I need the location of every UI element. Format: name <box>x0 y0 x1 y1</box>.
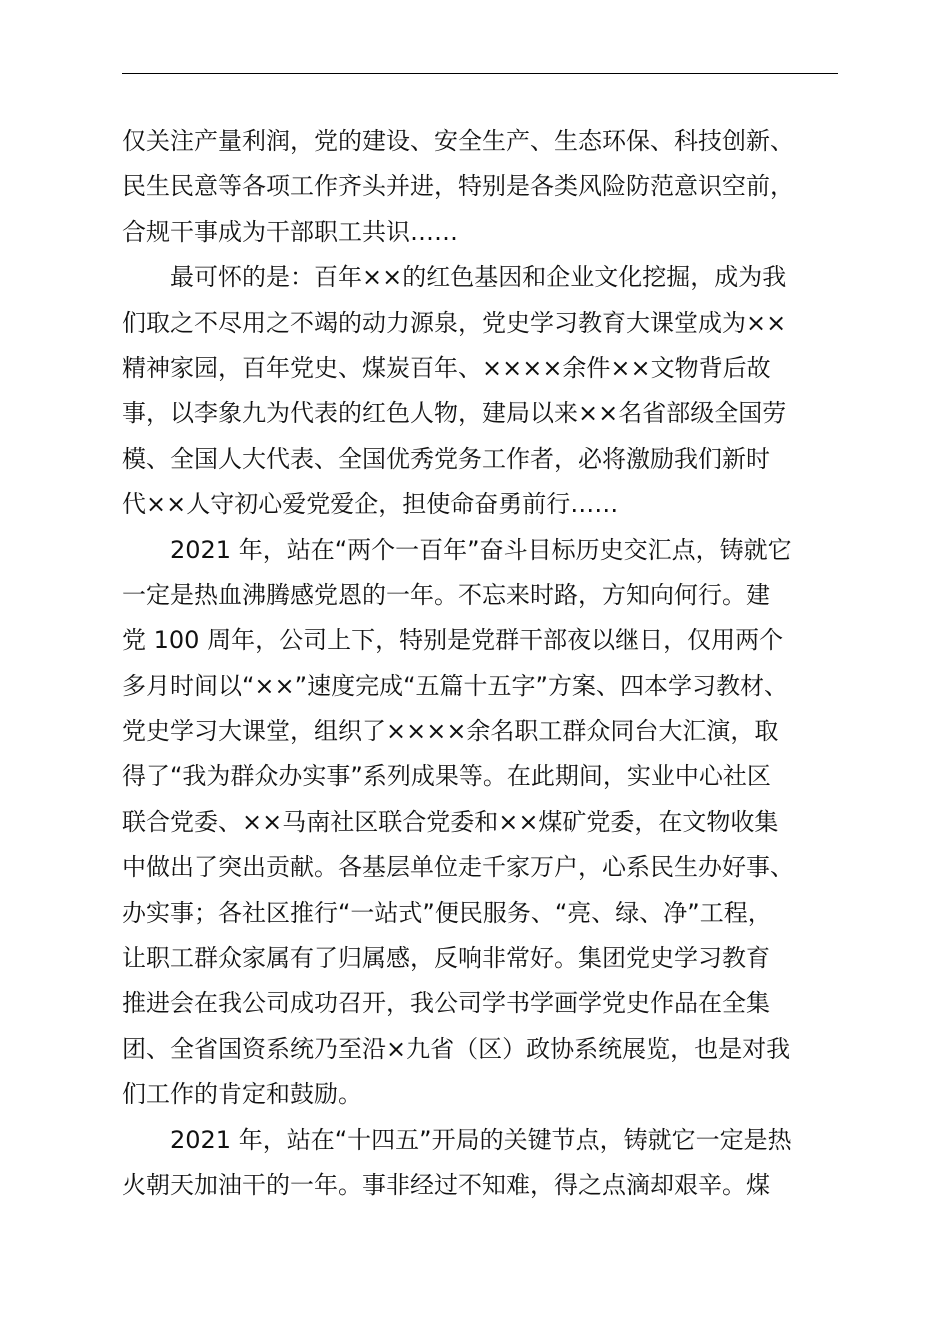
text-line: 党 100 周年，公司上下，特别是党群干部夜以继日，仅用两个 <box>122 626 784 655</box>
text-line: 们工作的肯定和鼓励。 <box>122 1080 362 1109</box>
document-body <box>122 119 838 1208</box>
header-rule <box>122 73 838 74</box>
text-line: 中做出了突出贡献。各基层单位走千家万户，心系民生办好事、 <box>122 853 794 882</box>
text-line: 合规干事成为干部职工共识…… <box>122 217 458 246</box>
text-line: 推进会在我公司成功召开，我公司学书学画学党史作品在全集 <box>122 989 770 1018</box>
text-line: 代××人守初心爱党爱企，担使命奋勇前行…… <box>122 490 619 519</box>
text-line: 事，以李象九为代表的红色人物，建局以来××名省部级全国劳 <box>122 399 787 428</box>
text-line: 多月时间以“××”速度完成“五篇十五字”方案、四本学习教材、 <box>122 671 788 700</box>
text-line: 民生民意等各项工作齐头并进，特别是各类风险防范意识空前， <box>122 172 794 201</box>
text-line: 团、全省国资系统乃至沿×九省（区）政协系统展览，也是对我 <box>122 1034 791 1063</box>
text-line: 一定是热血沸腾感党恩的一年。不忘来时路，方知向何行。建 <box>122 580 770 609</box>
text-line: 2021 年，站在“两个一百年”奋斗目标历史交汇点，铸就它 <box>170 535 792 564</box>
text-line: 党史学习大课堂，组织了××××余名职工群众同台大汇演，取 <box>122 717 779 746</box>
text-line: 让职工群众家属有了归属感，反响非常好。集团党史学习教育 <box>122 944 770 973</box>
text-line: 2021 年，站在“十四五”开局的关键节点，铸就它一定是热 <box>170 1125 792 1154</box>
text-line: 办实事；各社区推行“一站式”便民服务、“亮、绿、净”工程， <box>122 898 772 927</box>
text-line: 火朝天加油干的一年。事非经过不知难，得之点滴却艰辛。煤 <box>122 1170 770 1199</box>
text-line: 仅关注产量利润，党的建设、安全生产、生态环保、科技创新、 <box>122 127 794 155</box>
text-line: 得了“我为群众办实事”系列成果等。在此期间，实业中心社区 <box>122 762 771 791</box>
text-line: 精神家园，百年党史、煤炭百年、××××余件××文物背后故 <box>122 353 771 382</box>
text-line: 模、全国人大代表、全国优秀党务工作者，必将激励我们新时 <box>122 444 770 473</box>
text-line: 们取之不尽用之不竭的动力源泉，党史学习教育大课堂成为×× <box>122 308 787 337</box>
text-line: 最可怀的是：百年××的红色基因和企业文化挖掘，成为我 <box>170 263 787 292</box>
text-line: 联合党委、××马南社区联合党委和××煤矿党委，在文物收集 <box>122 807 779 836</box>
